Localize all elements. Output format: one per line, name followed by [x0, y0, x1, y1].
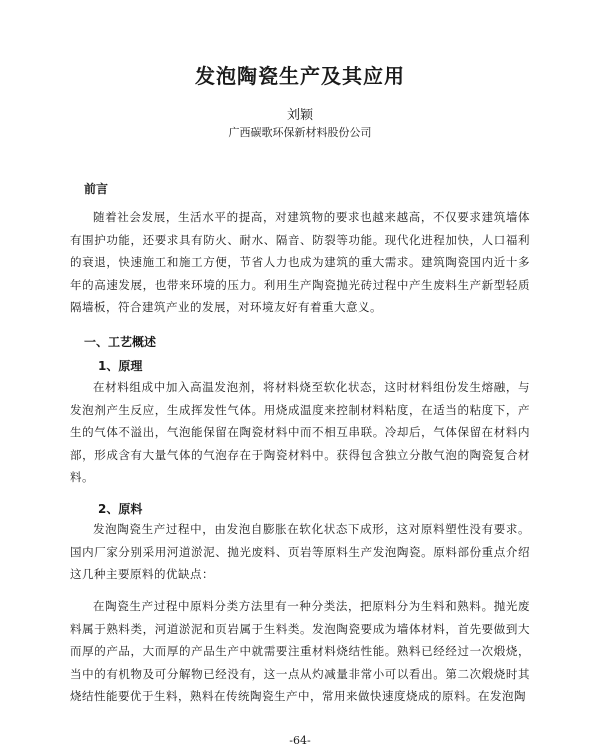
principle-paragraph: 在材料组成中加入高温发泡剂，将材料烧至软化状态，这时材料组份发生熔融，与发泡剂产生反应，生成挥发性气体。用烧成温度来控制材料粘度，在适当的粘度下，产生的气体不溢出，气泡能保留在陶瓷材料中而不相互串联。冷却后，气体保留在材料内部，形成含有大量气体的气泡存在于陶瓷材料中。获得包含独立分散气泡的陶瓷复合材料。	[70, 380, 530, 485]
subsection-heading-materials: 2、原料	[98, 502, 143, 516]
materials-paragraph-2: 在陶瓷生产过程中原料分类方法里有一种分类法，把原料分为生料和熟料。抛光废料属于熟料类，河道淤泥和页岩属于生料类。发泡陶瓷要成为墙体材料，首先要做到大而厚的产品，大而厚的产品生产中就需要注重材料烧结性能。熟料已经经过一次煅烧，当中的有机物及可分解物已经没有，这一点从灼减量非常小可以看出。第二次煅烧时其烧结性能要优于生料，熟料在传统陶瓷生产中，常用来做快速度烧成的原料。在发泡陶	[70, 599, 530, 704]
section-heading-process-overview: 一、工艺概述	[84, 335, 157, 349]
page-number: -64-	[289, 734, 311, 747]
author-affiliation: 广西碳歌环保新材料股份公司	[228, 126, 372, 139]
preface-paragraph: 随着社会发展，生活水平的提高，对建筑物的要求也越来越高，不仅要求建筑墙体有围护功能，还要求具有防火、耐水、隔音、防裂等功能。现代化进程加快，人口福利的衰退，快速施工和施工方便，节省人力也成为建筑的重大需求。建筑陶瓷国内近十多年的高速发展，也带来环境的压力。利用生产陶瓷抛光砖过程中产生废料生产新型轻质隔墙板，符合建筑产业的发展，对环境友好有着重大意义。	[70, 210, 530, 315]
author-name: 刘颖	[286, 108, 313, 123]
preface-heading: 前言	[84, 182, 109, 196]
page-title: 发泡陶瓷生产及其应用	[195, 64, 405, 88]
materials-paragraph-1: 发泡陶瓷生产过程中，由发泡自膨胀在软化状态下成形，这对原料塑性没有要求。国内厂家分别采用河道淤泥、抛光废料、页岩等原料生产发泡陶瓷。原料部份重点介绍这几种主要原料的优缺点：	[70, 522, 530, 582]
subsection-heading-principle: 1、原理	[98, 359, 143, 373]
